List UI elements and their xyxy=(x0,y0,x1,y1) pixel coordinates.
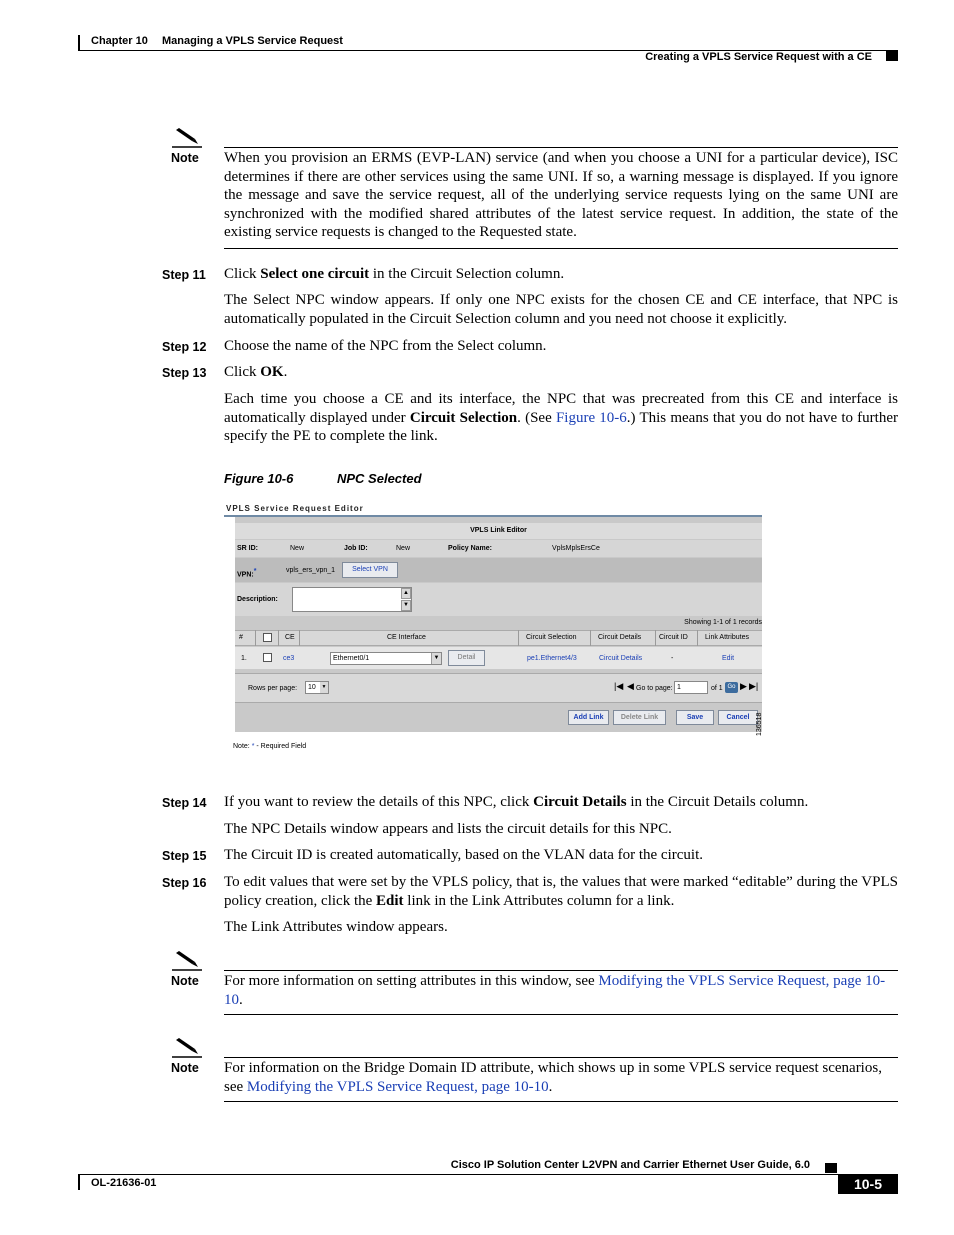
note3-link[interactable]: Modifying the VPLS Service Request, page 10-10 xyxy=(246,1078,549,1095)
select-vpn-button[interactable]: Select VPN xyxy=(342,562,398,578)
last-page-icon[interactable]: ▶| xyxy=(749,681,759,691)
rows-per-page-value: 10 xyxy=(308,684,316,691)
vpn-required-mark: * xyxy=(253,568,257,575)
sr-id-value: New xyxy=(290,545,305,552)
step-13-paragraph xyxy=(224,390,898,446)
job-id-label: Job ID: xyxy=(344,545,368,552)
header-chapter: Chapter 10 xyxy=(91,35,148,47)
step-14-post: in the Circuit Details column. xyxy=(626,794,809,810)
note2-label: Note xyxy=(171,974,199,988)
vpn-value: vpls_ers_vpn_1 xyxy=(286,567,336,574)
step-14-pre: If you want to review the details of this NPC, click xyxy=(224,794,534,810)
step-11-pre: Click xyxy=(224,266,261,282)
footnote-post: - Required Field xyxy=(254,743,307,750)
figure-id-code: 136518 xyxy=(756,712,763,736)
page-number-value: 1 xyxy=(677,684,681,691)
note1-text: When you provision an ERMS (EVP-LAN) service (and when you choose a UNI for a particular device), ISC determines if there are other services using the same UNI. If so, a warning message is displayed. If you ignore the message and save the service request, all of the underlying service requests lying on the same UNI are synchronized with the modified shared attributes of the latest service request. In addition, the state of the existing service requests is changed to the Requested state. xyxy=(224,150,898,240)
next-page-icon[interactable]: ▶ xyxy=(740,681,747,691)
note2-post: . xyxy=(239,991,243,1008)
step-11-label: Step 11 xyxy=(162,268,206,282)
note3-top-rule xyxy=(224,1057,898,1058)
note2-pre: For more information on setting attributes in this window, see xyxy=(224,973,599,989)
first-page-icon[interactable]: |◀ xyxy=(614,681,624,691)
rows-per-page-chevron-icon: ▼ xyxy=(320,682,328,693)
ce-interface-value: Ethernet0/1 xyxy=(333,655,370,662)
figure-title: NPC Selected xyxy=(337,471,422,486)
step-11-post: in the Circuit Selection column. xyxy=(369,266,565,282)
note3-text xyxy=(224,1059,898,1096)
row-circuit-selection-link[interactable]: pe1.Ethernet4/3 xyxy=(527,655,577,662)
row-circuit-details-link[interactable]: Circuit Details xyxy=(599,655,643,662)
step-16-text xyxy=(224,873,898,910)
cancel-button[interactable]: Cancel xyxy=(718,710,758,725)
policy-name-value: VplsMplsErsCe xyxy=(552,545,600,552)
step-11-paragraph: The Select NPC window appears. If only one NPC exists for the chosen CE and CE interface, that NPC is automatically populated in the Circuit Selection column and you need not choose it explicitly. xyxy=(224,292,898,327)
note2-text xyxy=(224,972,898,1009)
vpn-label xyxy=(237,568,256,578)
showing-records: Showing 1-1 of 1 records xyxy=(684,619,762,626)
vpn-label-text: VPN: xyxy=(237,571,254,579)
row-checkbox[interactable] xyxy=(263,653,272,662)
save-button[interactable]: Save xyxy=(676,710,714,725)
step-16-bold: Edit xyxy=(376,892,404,909)
note1-label: Note xyxy=(171,151,199,165)
required-field-note xyxy=(233,743,306,750)
row-edit-link[interactable]: Edit xyxy=(722,655,735,662)
footer-left-bar xyxy=(78,1174,80,1190)
description-label: Description: xyxy=(237,596,278,603)
step-16-label: Step 16 xyxy=(162,876,207,890)
note3-post: . xyxy=(548,1078,553,1095)
table-row xyxy=(235,647,762,669)
step-14-label: Step 14 xyxy=(162,796,207,810)
header-chapter-title: Managing a VPLS Service Request xyxy=(162,35,343,47)
note3-pre: For information on the Bridge Domain ID attribute, which shows up in some VPLS service request scenarios, see xyxy=(224,1060,882,1095)
footer-doc-number: OL-21636-01 xyxy=(91,1177,157,1189)
description-scroll-down[interactable]: ▼ xyxy=(401,600,411,611)
go-to-page-label: Go to page: xyxy=(636,685,673,692)
step-11-text xyxy=(224,265,898,284)
step-13-para-bold: Circuit Selection xyxy=(409,409,518,426)
col-separators xyxy=(235,630,762,646)
policy-name-label: Policy Name: xyxy=(448,545,492,552)
add-link-button[interactable]: Add Link xyxy=(568,710,609,725)
step-16-post: link in the Link Attributes column for a link. xyxy=(403,892,675,909)
note1-bottom-rule xyxy=(224,248,898,249)
note-pencil-icon xyxy=(172,1037,202,1059)
step-14-text xyxy=(224,793,898,812)
footer-guide-title: Cisco IP Solution Center L2VPN and Carrier Ethernet User Guide, 6.0 xyxy=(450,1159,810,1171)
header-left-bar xyxy=(78,35,80,51)
step-13-para-mid: . (See xyxy=(517,409,556,426)
panel-title: VPLS Link Editor xyxy=(470,527,527,534)
rows-per-page-label: Rows per page: xyxy=(248,685,298,692)
note2-link[interactable]: Modifying the VPLS Service Request, page 10-10 xyxy=(224,973,886,1008)
step-16-paragraph: The Link Attributes window appears. xyxy=(224,919,448,935)
note3-bottom-rule xyxy=(224,1101,898,1102)
page-number-input[interactable] xyxy=(674,681,708,694)
header-marker xyxy=(886,51,898,61)
sr-info-row xyxy=(235,540,762,557)
note3-label: Note xyxy=(171,1061,199,1075)
description-scroll-up[interactable]: ▲ xyxy=(401,588,411,599)
footer-page-number: 10-5 xyxy=(853,1176,883,1192)
step-15-text: The Circuit ID is created automatically, based on the VLAN data for the circuit. xyxy=(224,847,703,863)
step-14-bold: Circuit Details xyxy=(533,794,627,810)
delete-link-button[interactable]: Delete Link xyxy=(613,710,666,725)
header-section: Creating a VPLS Service Request with a CE xyxy=(645,51,872,63)
step-14-paragraph: The NPC Details window appears and lists the circuit details for this NPC. xyxy=(224,821,672,837)
note-pencil-icon xyxy=(172,950,202,972)
step-13-post: . xyxy=(283,364,288,380)
step-11-bold: Select one circuit xyxy=(260,266,370,282)
figure-10-6-link[interactable]: Figure 10-6 xyxy=(555,409,627,426)
sr-id-label: SR ID: xyxy=(237,545,258,552)
step-13-text xyxy=(224,363,898,382)
of-pages-label: of 1 xyxy=(711,685,723,692)
figure-label: Figure 10-6 xyxy=(224,471,294,486)
step-13-pre: Click xyxy=(224,364,261,380)
window-title: VPLS Service Request Editor xyxy=(226,504,364,513)
rows-per-page-select[interactable] xyxy=(305,681,329,694)
footnote-mark: * xyxy=(251,743,255,750)
step-13-label: Step 13 xyxy=(162,366,207,380)
row-number: 1. xyxy=(241,655,247,662)
note2-bottom-rule xyxy=(224,1014,898,1015)
go-button[interactable]: Go xyxy=(725,682,738,693)
footer-rule xyxy=(78,1174,898,1175)
ce-interface-select[interactable] xyxy=(330,652,442,665)
description-textarea[interactable] xyxy=(292,587,412,612)
job-id-value: New xyxy=(396,545,411,552)
note1-top-rule xyxy=(224,147,898,148)
step-13-para-post: .) This means that you do not have to further specify the PE to complete the link. xyxy=(224,409,898,444)
step-12-label: Step 12 xyxy=(162,340,207,354)
figure-screenshot xyxy=(224,500,776,762)
chevron-down-icon: ▼ xyxy=(431,653,441,664)
row-circuit-id: - xyxy=(671,655,674,662)
row-ce-link[interactable]: ce3 xyxy=(283,655,295,662)
note2-top-rule xyxy=(224,970,898,971)
step-13-bold: OK xyxy=(260,364,284,380)
step-16-pre: To edit values that were set by the VPLS policy, that is, the values that were marked “editable” during the VPLS policy creation, click the xyxy=(224,874,898,909)
previous-page-icon[interactable]: ◀ xyxy=(627,681,634,691)
detail-button[interactable]: Detail xyxy=(448,650,485,666)
footnote-pre: Note: xyxy=(233,743,252,750)
step-15-label: Step 15 xyxy=(162,849,207,863)
step-12-text: Choose the name of the NPC from the Select column. xyxy=(224,338,547,354)
step-13-para-pre: Each time you choose a CE and its interface, the NPC that was precreated from this CE and interface is automatically displayed under xyxy=(224,391,898,426)
footer-marker xyxy=(825,1163,837,1173)
note-pencil-icon xyxy=(172,127,202,149)
